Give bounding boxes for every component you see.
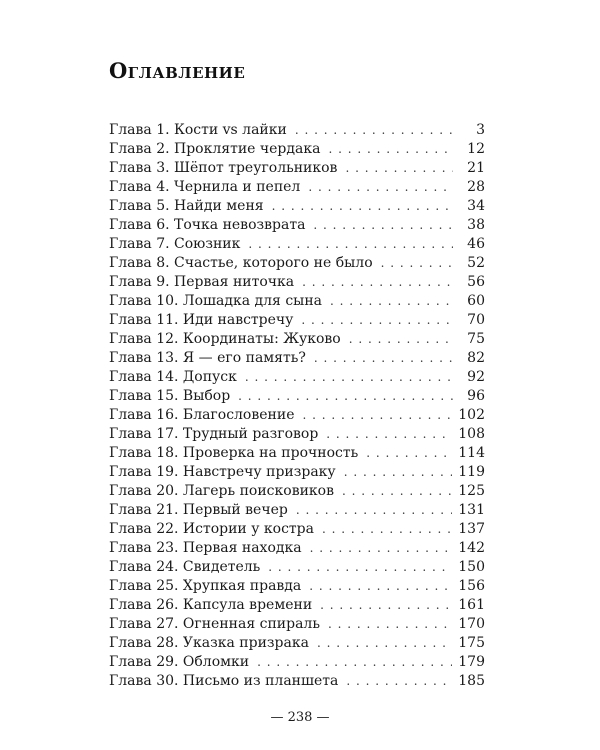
toc-entry-page: 175 <box>458 635 485 651</box>
toc-entry-page: 156 <box>458 578 485 594</box>
toc-entry-title: Глава 3. Шёпот треугольников <box>109 160 338 176</box>
toc-entry-title: Глава 29. Обломки <box>109 654 250 670</box>
toc-entry-page: 60 <box>467 293 485 309</box>
toc-entry <box>109 672 485 691</box>
toc-entry-page: 137 <box>458 521 485 537</box>
toc-entry-page: 12 <box>467 141 485 157</box>
toc-entry <box>109 159 485 178</box>
toc-entry-title: Глава 21. Первый вечер <box>109 502 288 518</box>
dot-leader <box>345 159 453 178</box>
toc-entry-title: Глава 27. Огненная спираль <box>109 616 320 632</box>
toc-entry-title: Глава 18. Проверка на прочность <box>109 445 359 461</box>
dot-leader <box>301 311 453 330</box>
dot-leader <box>309 577 452 596</box>
toc-entry-title: Глава 20. Лагерь поисковиков <box>109 483 334 499</box>
toc-entry-page: 46 <box>467 236 485 252</box>
toc-entry-page: 131 <box>458 502 485 518</box>
dot-leader <box>330 292 453 311</box>
toc-entry-title: Глава 7. Союзник <box>109 236 241 252</box>
toc-entry <box>109 539 485 558</box>
toc-entry-page: 70 <box>467 312 485 328</box>
toc-entry <box>109 596 485 615</box>
dot-leader <box>346 672 452 691</box>
toc-entry-page: 96 <box>467 388 485 404</box>
toc-entry-title: Глава 22. Истории у костра <box>109 521 314 537</box>
toc-entry-page: 114 <box>458 445 485 461</box>
toc-entry-title: Глава 6. Точка невозврата <box>109 217 306 233</box>
toc-entry-title: Глава 11. Иди навстречу <box>109 312 294 328</box>
toc-entry-title: Глава 4. Чернила и пепел <box>109 179 301 195</box>
toc-entry-page: 82 <box>467 350 485 366</box>
page-title: Оглавление <box>109 58 246 83</box>
dot-leader <box>342 482 452 501</box>
toc-entry-page: 75 <box>467 331 485 347</box>
page-number: — 238 — <box>270 710 330 725</box>
toc-entry <box>109 653 485 672</box>
toc-entry <box>109 330 485 349</box>
dot-leader <box>344 463 453 482</box>
toc-entry <box>109 558 485 577</box>
toc-entry <box>109 444 485 463</box>
dot-leader <box>320 596 452 615</box>
toc-entry-title: Глава 26. Капсула времени <box>109 597 313 613</box>
toc-entry <box>109 368 485 387</box>
toc-entry-title: Глава 1. Кости vs лайки <box>109 122 287 138</box>
toc-entry-title: Глава 10. Лошадка для сына <box>109 293 323 309</box>
toc-entry-page: 125 <box>458 483 485 499</box>
toc-entry <box>109 520 485 539</box>
dot-leader <box>302 273 453 292</box>
toc-entry-title: Глава 15. Выбор <box>109 388 231 404</box>
dot-leader <box>310 539 453 558</box>
dot-leader <box>349 330 453 349</box>
toc-entry <box>109 406 485 425</box>
toc-entry <box>109 235 485 254</box>
toc-entry-page: 170 <box>458 616 485 632</box>
dot-leader <box>308 178 453 197</box>
toc-entry <box>109 634 485 653</box>
toc-entry-title: Глава 13. Я — его память? <box>109 350 306 366</box>
toc-entry-page: 185 <box>458 673 485 689</box>
toc-entry <box>109 311 485 330</box>
toc-entry-page: 179 <box>458 654 485 670</box>
dot-leader <box>245 368 453 387</box>
dot-leader <box>322 520 452 539</box>
toc-entry <box>109 121 485 140</box>
toc-entry <box>109 216 485 235</box>
toc-entry-page: 56 <box>467 274 485 290</box>
toc-entry-title: Глава 14. Допуск <box>109 369 237 385</box>
toc-entry-page: 150 <box>458 559 485 575</box>
toc-entry-title: Глава 24. Свидетель <box>109 559 261 575</box>
dot-leader <box>248 235 453 254</box>
dot-leader <box>314 349 453 368</box>
dot-leader <box>317 634 452 653</box>
toc-entry <box>109 615 485 634</box>
toc-entry <box>109 501 485 520</box>
toc-entry-title: Глава 5. Найди меня <box>109 198 264 214</box>
dot-leader <box>366 444 452 463</box>
toc-entry <box>109 197 485 216</box>
dot-leader <box>313 216 453 235</box>
toc-entry-title: Глава 23. Первая находка <box>109 540 302 556</box>
toc-entry-page: 102 <box>458 407 485 423</box>
toc-entry-title: Глава 25. Хрупкая правда <box>109 578 302 594</box>
toc-entry <box>109 482 485 501</box>
toc-entry-page: 142 <box>458 540 485 556</box>
toc-entry-page: 52 <box>467 255 485 271</box>
toc-entry-title: Глава 16. Благословение <box>109 407 295 423</box>
toc-entry-page: 108 <box>458 426 485 442</box>
toc-entry-page: 161 <box>458 597 485 613</box>
dot-leader <box>238 387 453 406</box>
toc-entry-title: Глава 28. Указка призрака <box>109 635 309 651</box>
toc-entry <box>109 425 485 444</box>
toc-entry-page: 28 <box>467 179 485 195</box>
toc-entry <box>109 140 485 159</box>
toc-entry-title: Глава 17. Трудный разговор <box>109 426 319 442</box>
dot-leader <box>272 197 453 216</box>
toc-entry-page: 21 <box>467 160 485 176</box>
toc-entry-page: 38 <box>467 217 485 233</box>
dot-leader <box>302 406 452 425</box>
dot-leader <box>295 121 453 140</box>
toc-entry <box>109 292 485 311</box>
toc-entry <box>109 273 485 292</box>
toc-entry <box>109 178 485 197</box>
toc-entry-page: 119 <box>458 464 485 480</box>
dot-leader <box>268 558 452 577</box>
toc-entry <box>109 349 485 368</box>
toc-entry-title: Глава 30. Письмо из планшета <box>109 673 339 689</box>
toc-entry-title: Глава 9. Первая ниточка <box>109 274 295 290</box>
table-of-contents <box>109 121 485 691</box>
toc-entry-title: Глава 8. Счастье, которого не было <box>109 255 373 271</box>
dot-leader <box>328 140 453 159</box>
toc-entry-page: 92 <box>467 369 485 385</box>
dot-leader <box>381 254 453 273</box>
toc-entry <box>109 577 485 596</box>
dot-leader <box>257 653 452 672</box>
dot-leader <box>326 425 452 444</box>
toc-entry <box>109 387 485 406</box>
toc-entry-title: Глава 19. Навстречу призраку <box>109 464 336 480</box>
toc-entry-title: Глава 2. Проклятие чердака <box>109 141 321 157</box>
toc-entry <box>109 463 485 482</box>
toc-entry-page: 34 <box>467 198 485 214</box>
dot-leader <box>296 501 452 520</box>
dot-leader <box>328 615 452 634</box>
toc-entry-title: Глава 12. Координаты: Жуково <box>109 331 341 347</box>
toc-entry-page: 3 <box>476 122 485 138</box>
toc-entry <box>109 254 485 273</box>
